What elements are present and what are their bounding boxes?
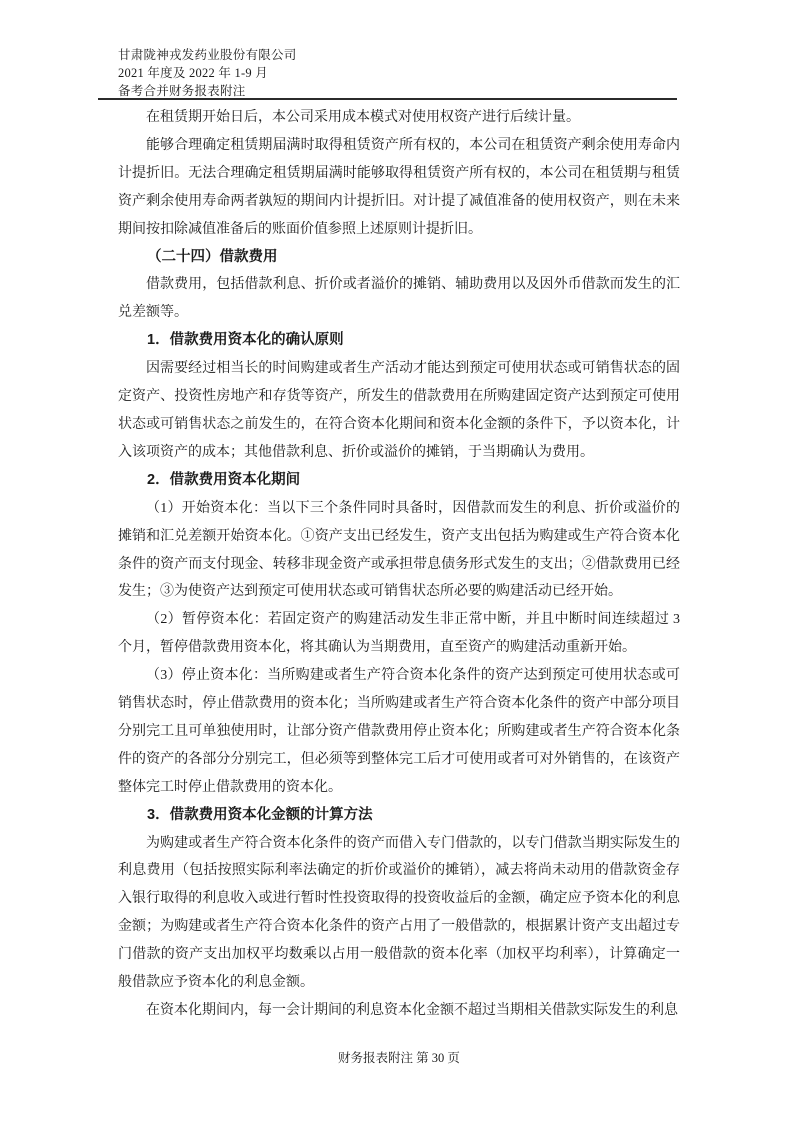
sub-heading: 2．借款费用资本化期间 bbox=[147, 471, 301, 488]
section-heading: （二十四）借款费用 bbox=[147, 248, 278, 265]
header-company-name: 甘肃陇神戎发药业股份有限公司 bbox=[118, 48, 297, 62]
body-paragraph: 借款费用，包括借款利息、折价或者溢价的摊销、辅助费用以及因外币借款而发生的汇兑差额等。 bbox=[118, 277, 680, 321]
header-rule bbox=[98, 98, 677, 100]
page-footer bbox=[118, 1048, 680, 1066]
body-paragraph: 在资本化期间内，每一会计期间的利息资本化金额不超过当期相关借款实际发生的利息 bbox=[146, 1003, 678, 1018]
body-paragraph: 在租赁期开始日后，本公司采用成本模式对使用权资产进行后续计量。 bbox=[146, 110, 580, 125]
body-paragraph: （3）停止资本化：当所购建或者生产符合资本化条件的资产达到预定可使用状态或可销售状态时，停止借款费用的资本化；当所购建或者生产符合资本化条件的资产中部分项目分别完工且可单独使用时，让部分资产借款费用停止资本化；所购建或者生产符合资本化条件的资产的各部分分别完工，但必须等到整体完工后才可使用或者可对外销售的，在该资产整体完工时停止借款费用的资本化。 bbox=[118, 668, 680, 795]
document-header bbox=[118, 46, 297, 100]
body-paragraph: 为购建或者生产符合资本化条件的资产而借入专门借款的，以专门借款当期实际发生的利息费用（包括按照实际利率法确定的折价或溢价的摊销），减去将尚未动用的借款资金存入银行取得的利息收入或进行暂时性投资取得的投资收益后的金额，确定应予资本化的利息金额；为购建或者生产符合资本化条件的资产占用了一般借款的，根据累计资产支出超过专门借款的资产支出加权平均数乘以占用一般借款的资本化率（加权平均利率），计算确定一般借款应予资本化的利息金额。 bbox=[118, 835, 680, 991]
header-report-subtitle: 备考合并财务报表附注 bbox=[118, 84, 246, 98]
page-footer-label: 财务报表附注 第 30 页 bbox=[338, 1051, 460, 1065]
body-paragraph: （2）暂停资本化：若固定资产的购建活动发生非正常中断，并且中断时间连续超过 3 个月，暂停借款费用资本化，将其确认为当期费用，直至资产的购建活动重新开始。 bbox=[118, 612, 680, 656]
header-report-period: 2021 年度及 2022 年 1-9 月 bbox=[118, 66, 269, 80]
document-content bbox=[118, 104, 680, 1025]
body-paragraph: 能够合理确定租赁期届满时取得租赁资产所有权的，本公司在租赁资产剩余使用寿命内计提折旧。无法合理确定租赁期届满时能够取得租赁资产所有权的，本公司在租赁期与租赁资产剩余使用寿命两者孰短的期间内计提折旧。对计提了减值准备的使用权资产，则在未来期间按扣除减值准备后的账面价值参照上述原则计提折旧。 bbox=[118, 137, 680, 237]
body-paragraph: 因需要经过相当长的时间购建或者生产活动才能达到预定可使用状态或可销售状态的固定资产、投资性房地产和存货等资产，所发生的借款费用在所购建固定资产达到预定可使用状态或可销售状态之前发生的，在符合资本化期间和资本化金额的条件下，予以资本化，计入该项资产的成本；其他借款利息、折价或溢价的摊销，于当期确认为费用。 bbox=[118, 361, 680, 460]
sub-heading: 3．借款费用资本化金额的计算方法 bbox=[147, 806, 373, 823]
body-paragraph: （1）开始资本化：当以下三个条件同时具备时，因借款而发生的利息、折价或溢价的摊销和汇兑差额开始资本化。①资产支出已经发生，资产支出包括为购建或生产符合资本化条件的资产而支付现金、转移非现金资产或承担带息债务形式发生的支出；②借款费用已经发生；③为使资产达到预定可使用状态或可销售状态所必要的购建活动已经开始。 bbox=[118, 500, 680, 600]
sub-heading: 1．借款费用资本化的确认原则 bbox=[147, 332, 344, 349]
